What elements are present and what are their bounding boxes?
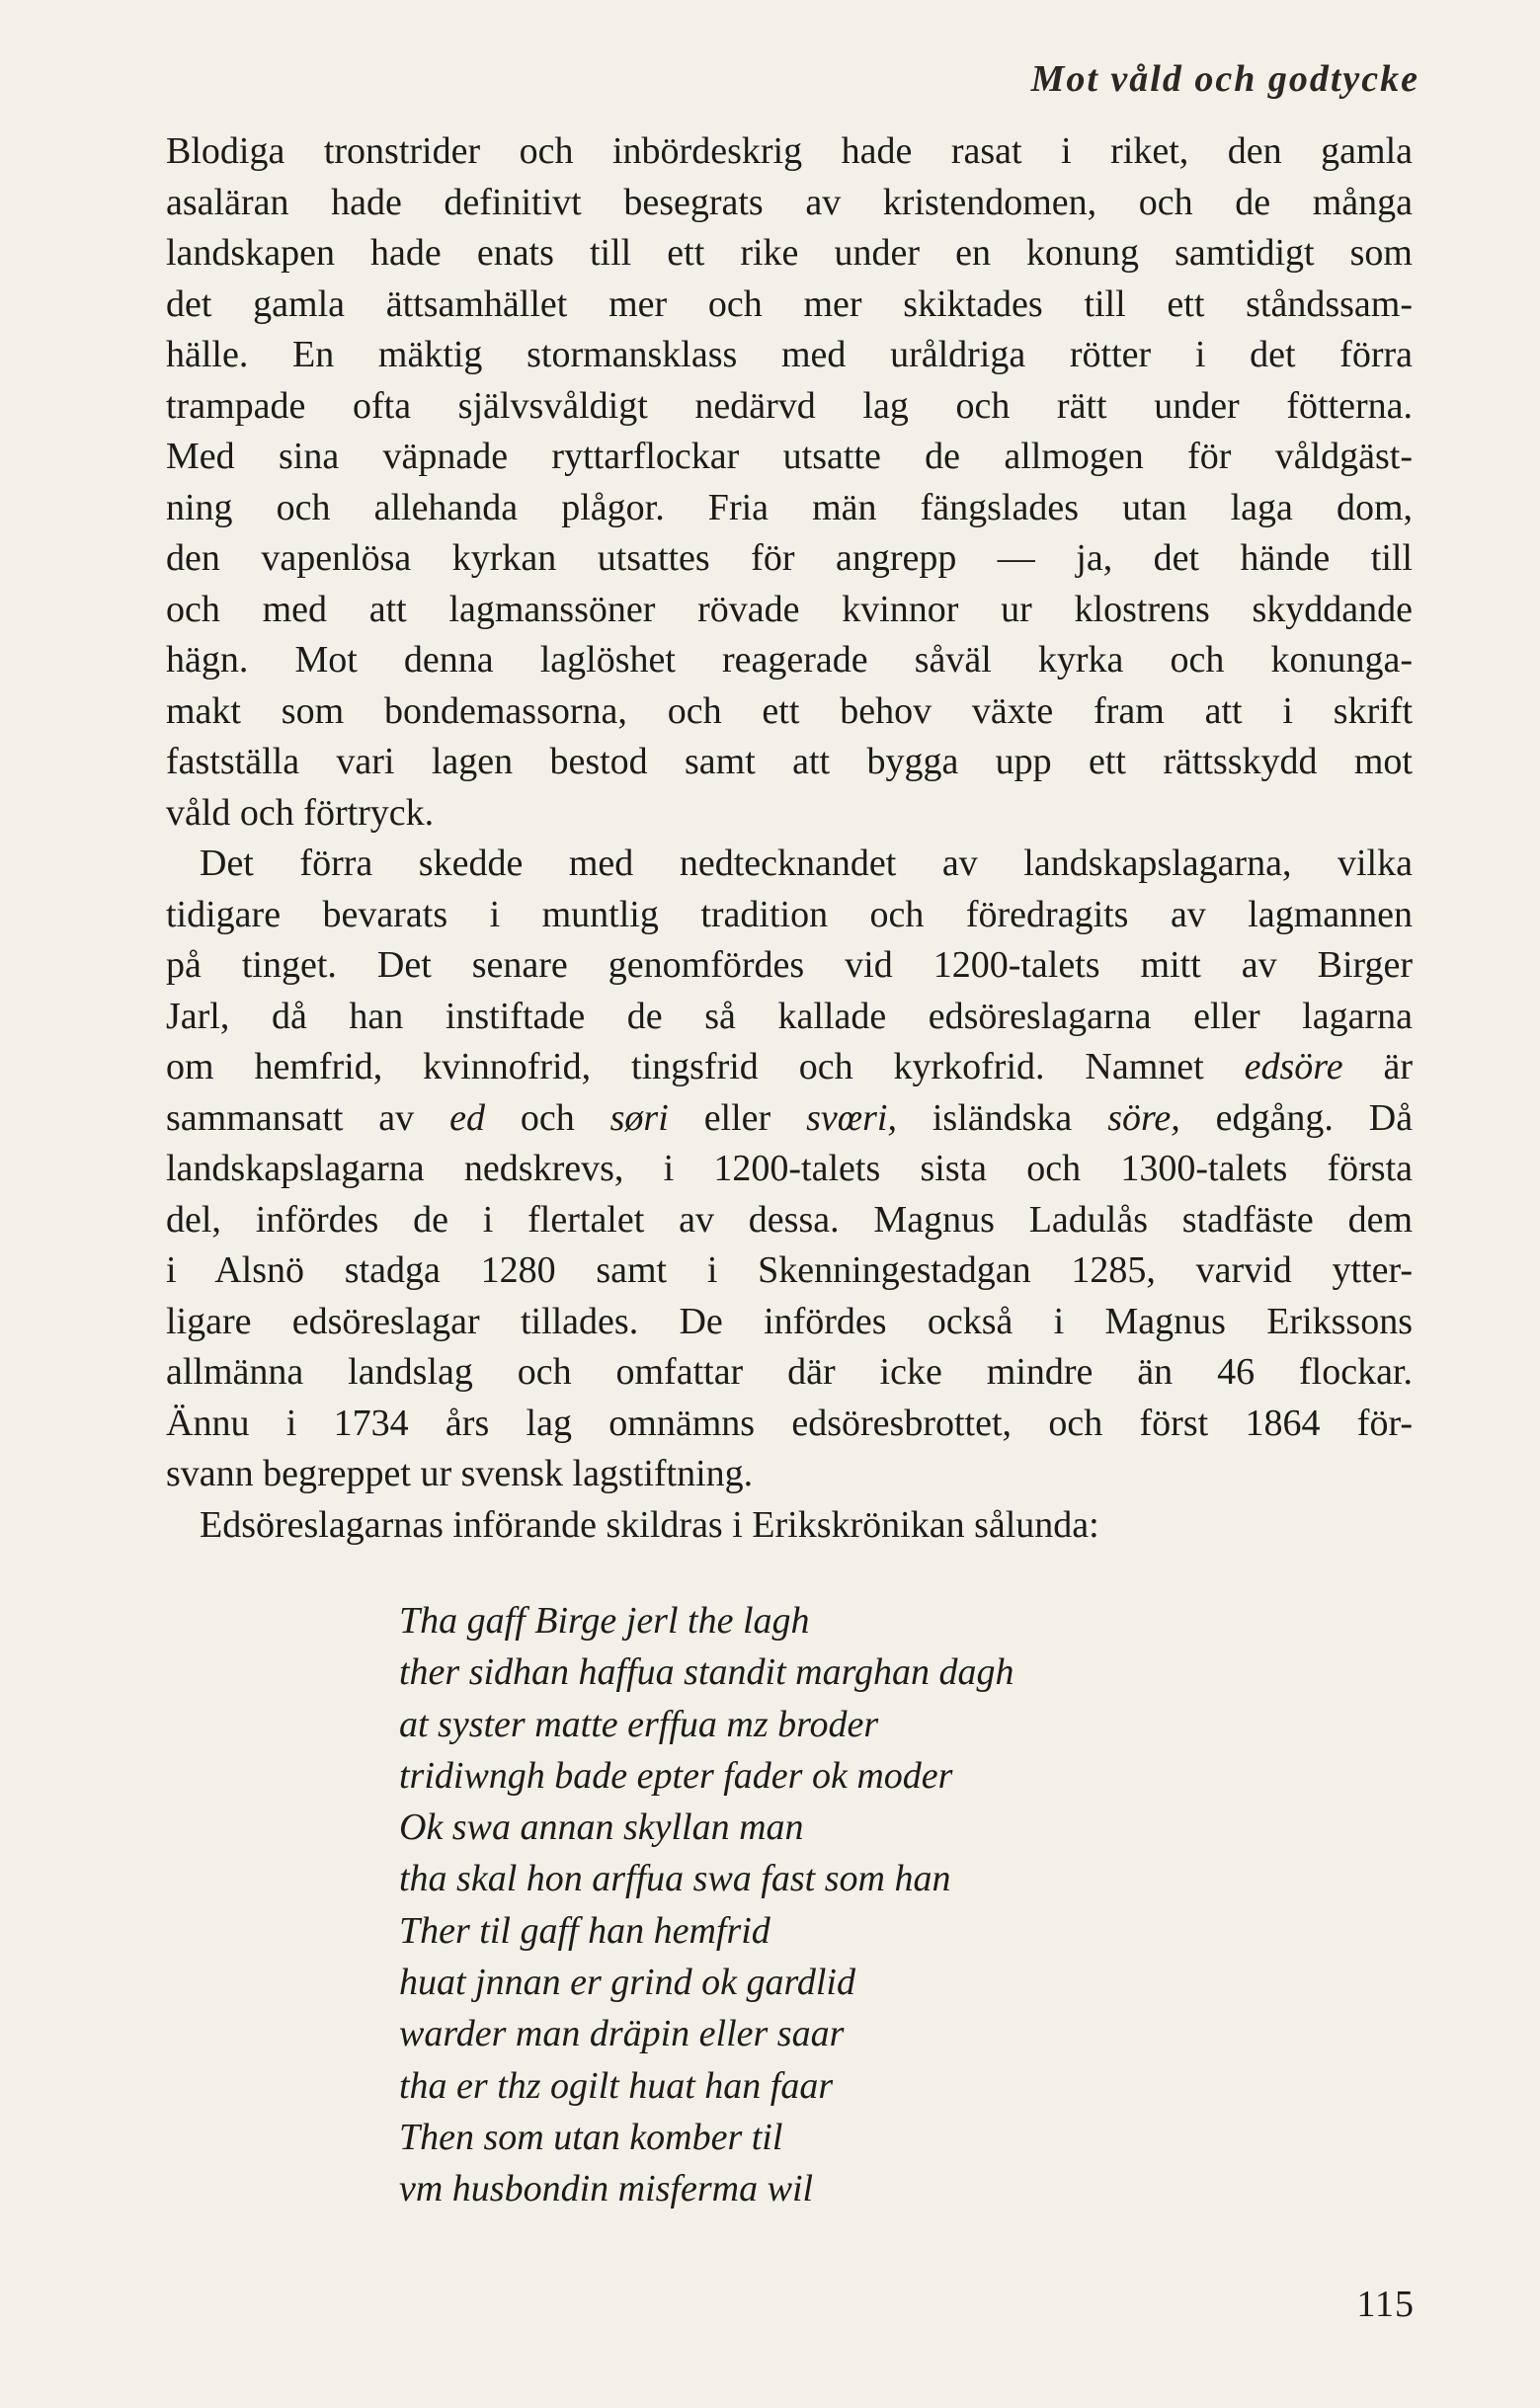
running-head: Mot våld och godtycke <box>1030 58 1419 100</box>
italic-word-sore: söre, <box>1107 1096 1180 1139</box>
verse-line: tridiwngh bade epter fader ok moder <box>399 1754 953 1797</box>
text-segment: eller <box>703 1096 771 1139</box>
text-segment: sammansatt av <box>166 1096 415 1139</box>
text-line-mixed <box>166 1093 1413 1145</box>
page-number: 115 <box>1356 2284 1415 2325</box>
italic-word-edsore: edsöre <box>1244 1046 1343 1087</box>
verse-line: warder man dräpin eller saar <box>399 2013 845 2055</box>
text-line: Det förra skedde med nedtecknandet av landskapslagarna, vilka <box>200 843 1413 884</box>
text-line: på tinget. Det senare genomfördes vid 1200-talets mitt av Birger <box>166 944 1413 986</box>
verse-line: Ther til gaff han hemfrid <box>399 1909 770 1952</box>
text-line: Ännu i 1734 års lag omnämns edsöresbrottet, och först 1864 för- <box>166 1402 1413 1444</box>
text-line: makt som bondemassorna, och ett behov växte fram att i skrift <box>166 689 1413 732</box>
verse-line: Ok swa annan skyllan man <box>399 1806 804 1849</box>
body-text <box>166 126 1413 1551</box>
text-line: hälle. En mäktig stormansklass med uråldriga rötter i det förra <box>166 334 1413 375</box>
text-line: del, infördes de i flertalet av dessa. Magnus Ladulås stadfäste dem <box>166 1198 1413 1241</box>
text-segment: om hemfrid, kvinnofrid, tingsfrid och kyrkofrid. Namnet <box>166 1046 1204 1087</box>
verse-quote <box>399 1595 1013 2215</box>
text-line: allmänna landslag och omfattar där icke mindre än 46 flockar. <box>166 1351 1413 1393</box>
verse-line: huat jnnan er grind ok gardlid <box>399 1962 855 2004</box>
paragraph-1 <box>166 126 1413 839</box>
text-line: hägn. Mot denna laglöshet reagerade såväl kyrka och konunga- <box>166 639 1413 681</box>
text-line: landskapen hade enats till ett rike under en konung samtidigt som <box>166 232 1413 274</box>
text-line: svann begreppet ur svensk lagstiftning. <box>166 1453 754 1494</box>
text-line: våld och förtryck. <box>166 791 435 834</box>
paragraph-2 <box>166 839 1413 1500</box>
text-segment: är <box>1383 1046 1414 1087</box>
verse-line: ther sidhan haffua standit marghan dagh <box>399 1651 1014 1694</box>
text-line: ligare edsöreslagar tillades. De infördes också i Magnus Erikssons <box>166 1300 1413 1342</box>
italic-word-svaeri: svœri, <box>806 1096 897 1139</box>
text-line-mixed <box>166 1042 1413 1093</box>
text-line: Edsöreslagarnas införande skildras i Erikskrönikan sålunda: <box>200 1503 1099 1546</box>
text-line: fastställa vari lagen bestod samt att bygga upp ett rättsskydd mot <box>166 741 1413 782</box>
text-line: tidigare bevarats i muntlig tradition och föredragits av lagmannen <box>166 893 1413 935</box>
text-segment: och <box>520 1096 575 1139</box>
text-line: Jarl, då han instiftade de så kallade edsöreslagarna eller lagarna <box>166 995 1413 1037</box>
text-line: ning och allehanda plågor. Fria män fängslades utan laga dom, <box>166 486 1413 528</box>
paragraph-3 <box>166 1500 1413 1552</box>
verse-line: tha skal hon arffua swa fast som han <box>399 1858 951 1900</box>
verse-line: Then som utan komber til <box>399 2116 783 2158</box>
verse-line: Tha gaff Birge jerl the lagh <box>399 1600 810 1642</box>
verse-line: vm husbondin misferma wil <box>399 2168 814 2210</box>
text-segment: edgång. Då <box>1215 1096 1414 1139</box>
text-line: och med att lagmanssöner rövade kvinnor ur klostrens skyddande <box>166 588 1413 630</box>
verse-line: at syster matte erffua mz broder <box>399 1703 879 1745</box>
text-line: i Alsnö stadga 1280 samt i Skenningestadgan 1285, varvid ytter- <box>166 1249 1413 1291</box>
text-segment: isländska <box>932 1096 1073 1139</box>
text-line: landskapslagarna nedskrevs, i 1200-talets sista och 1300-talets första <box>166 1148 1413 1189</box>
text-line: Blodiga tronstrider och inbördeskrig hade rasat i riket, den gamla <box>166 130 1413 172</box>
verse-line: tha er thz ogilt huat han faar <box>399 2064 834 2107</box>
text-line: den vapenlösa kyrkan utsattes för angrepp — ja, det hände till <box>166 537 1413 579</box>
italic-word-sori: søri <box>609 1096 669 1139</box>
text-line: asaläran hade definitivt besegrats av kristendomen, och de många <box>166 181 1413 223</box>
text-line: det gamla ättsamhället mer och mer skiktades till ett ståndssam- <box>166 282 1413 325</box>
text-line: trampade ofta självsvåldigt nedärvd lag och rätt under fötterna. <box>166 384 1413 427</box>
text-line: Med sina väpnade ryttarflockar utsatte de allmogen för våldgäst- <box>166 436 1413 477</box>
italic-word-ed: ed <box>449 1096 485 1139</box>
